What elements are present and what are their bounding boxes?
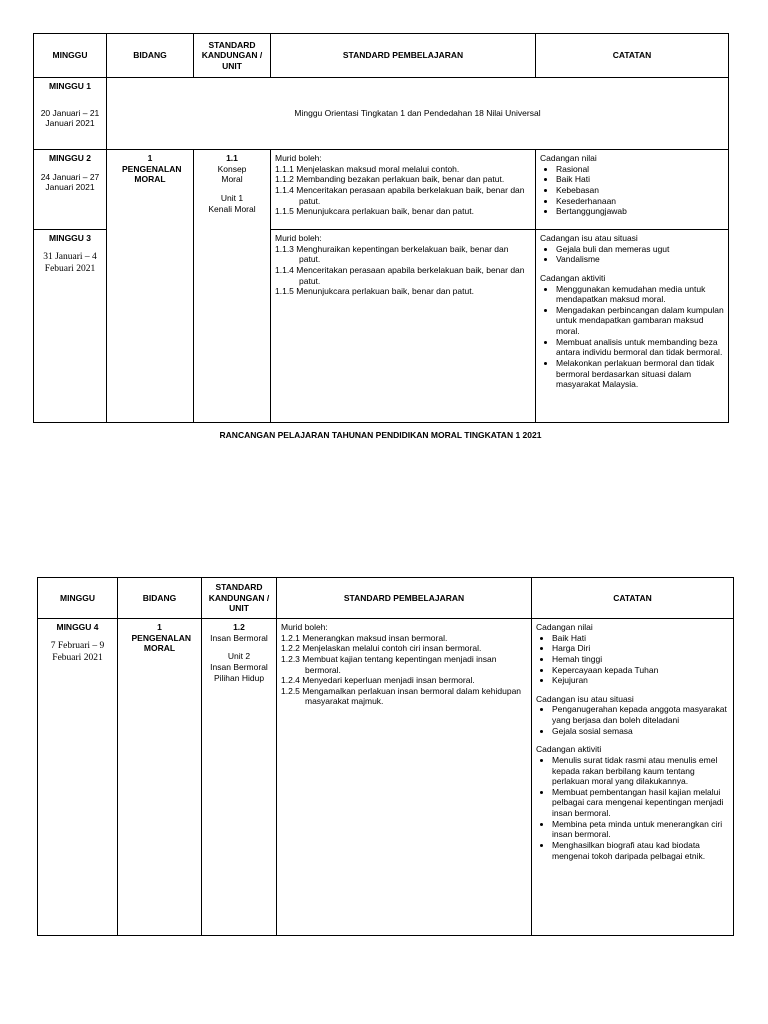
list-item: • Menulis surat tidak rasmi atau menulis emel kepada rakan berbilang kaum tentang perlakuan moral yang dilakukannya.: [552, 755, 729, 787]
list-item: • Harga Diri: [552, 643, 729, 654]
sk-unit: Unit 2: [227, 651, 251, 662]
sk-unit-title: Insan Bermoral Pilihan Hidup: [210, 661, 268, 683]
sk-number: 1.2: [233, 622, 245, 632]
rpt-table-2: [37, 577, 734, 936]
list-item: • Membuat pembentangan hasil kajian melalui pelbagai cara mengenai kepentingan menjadi insan bermoral.: [552, 787, 729, 819]
sp-item: 1.1.5 Menunjukcara perlakuan baik, benar dan patut.: [275, 206, 474, 217]
header-row: [34, 34, 729, 78]
list-item: • Gejala buli dan memeras ugut: [556, 244, 724, 255]
bidang-text: 1 PENGENALAN MORAL: [131, 622, 192, 654]
table-row: [34, 78, 729, 150]
sp-item: 1.2.2 Menjelaskan melalui contoh ciri insan bermoral.: [281, 643, 482, 654]
header-standard-kandungan: STANDARD KANDUNGAN / UNIT: [194, 34, 271, 78]
list-item: • Gejala sosial semasa: [552, 726, 729, 737]
document-caption: RANCANGAN PELAJARAN TAHUNAN PENDIDIKAN MORAL TINGKATAN 1 2021: [219, 430, 542, 440]
sk-unit-title: Kenali Moral: [208, 203, 256, 214]
header-standard-pembelajaran: STANDARD PEMBELAJARAN: [271, 34, 536, 78]
orientation-text: Minggu Orientasi Tingkatan 1 dan Pendedahan 18 Nilai Universal: [294, 108, 541, 119]
sp-intro: Murid boleh:: [275, 153, 322, 163]
standard-pembelajaran-cell: [277, 619, 532, 936]
sp-item: 1.1.2 Membanding bezakan perlakuan baik, benar dan patut.: [275, 174, 505, 185]
minggu-label: MINGGU 4: [56, 622, 99, 632]
nilai-list: [540, 164, 724, 217]
minggu-cell: [34, 150, 107, 230]
isu-list: [540, 244, 724, 265]
table-row: [38, 619, 734, 936]
list-item: • Rasional: [556, 164, 724, 175]
sp-item: 1.2.4 Menyedari keperluan menjadi insan bermoral.: [281, 675, 475, 686]
header-catatan: CATATAN: [532, 578, 734, 619]
list-item: • Penganugerahan kepada anggota masyarakat yang berjasa dan boleh diteladani: [552, 704, 729, 725]
bidang-text: 1 PENGENALAN MORAL: [122, 153, 182, 185]
catatan-aktiviti-title: Cadangan aktiviti: [536, 744, 602, 755]
list-item: • Vandalisme: [556, 254, 724, 265]
list-item: • Kesederhanaan: [556, 196, 724, 207]
catatan-nilai-title: Cadangan nilai: [540, 153, 597, 163]
bidang-cell: [107, 150, 194, 423]
minggu-cell: [34, 230, 107, 423]
list-item: • Melakonkan perlakuan bermoral dan tidak bermoral berdasarkan situasi dalam masyarakat Malaysia.: [556, 358, 724, 390]
header-minggu: MINGGU: [38, 578, 118, 619]
aktiviti-list: [540, 284, 724, 390]
catatan-isu-title: Cadangan isu atau situasi: [536, 693, 634, 704]
standard-pembelajaran-cell: [271, 230, 536, 423]
minggu-cell: [34, 78, 107, 150]
sk-unit: Unit 1: [220, 192, 244, 203]
bidang-cell: [118, 619, 202, 936]
minggu-cell: [38, 619, 118, 936]
header-catatan: CATATAN: [536, 34, 729, 78]
list-item: • Baik Hati: [552, 633, 729, 644]
catatan-cell: [536, 230, 729, 423]
header-row: [38, 578, 734, 619]
header-bidang: BIDANG: [118, 578, 202, 619]
list-item: • Kejujuran: [552, 675, 729, 686]
catatan-cell: [532, 619, 734, 936]
minggu-label: MINGGU 3: [48, 233, 92, 243]
catatan-cell: [536, 150, 729, 230]
nilai-list: [536, 633, 729, 686]
catatan-isu-title: Cadangan isu atau situasi: [540, 233, 638, 243]
sp-intro: Murid boleh:: [275, 233, 322, 243]
list-item: • Menghasilkan biografi atau kad biodata mengenai tokoh daripada pelbagai etnik.: [552, 840, 729, 861]
aktiviti-list: [536, 755, 729, 861]
minggu-label: MINGGU 1: [48, 81, 92, 91]
sp-item: 1.2.3 Membuat kajian tentang kepentingan menjadi insan bermoral.: [281, 653, 497, 675]
standard-kandungan-cell: [202, 619, 277, 936]
sp-item: 1.1.4 Menceritakan perasaan apabila berkelakuan baik, benar dan patut.: [275, 264, 525, 286]
minggu-date: 24 Januari – 27 Januari 2021: [40, 171, 100, 193]
header-standard-kandungan: STANDARD KANDUNGAN / UNIT: [202, 578, 277, 619]
orientation-cell: [107, 78, 729, 150]
list-item: • Kebebasan: [556, 185, 724, 196]
sp-intro: Murid boleh:: [281, 622, 328, 632]
list-item: • Kepercayaan kepada Tuhan: [552, 665, 729, 676]
sp-item: 1.1.3 Menghuraikan kepentingan berkelakuan baik, benar dan patut.: [275, 243, 509, 265]
catatan-aktiviti-title: Cadangan aktiviti: [540, 272, 606, 283]
catatan-nilai-title: Cadangan nilai: [536, 622, 593, 632]
sk-title: Konsep Moral: [217, 163, 247, 185]
sp-item: 1.1.1 Menjelaskan maksud moral melalui contoh.: [275, 163, 460, 174]
sp-item: 1.1.5 Menunjukcara perlakuan baik, benar dan patut.: [275, 286, 474, 297]
rpt-table-1: [33, 33, 729, 423]
standard-kandungan-cell: [194, 150, 271, 423]
minggu-date: 7 Februari – 9 Febuari 2021: [50, 640, 105, 663]
sk-title: Insan Bermoral: [210, 632, 268, 643]
list-item: • Membuat analisis untuk membanding beza antara individu bermoral dan tidak bermoral.: [556, 337, 724, 358]
header-standard-pembelajaran: STANDARD PEMBELAJARAN: [277, 578, 532, 619]
header-bidang: BIDANG: [107, 34, 194, 78]
sp-item: 1.1.4 Menceritakan perasaan apabila berkelakuan baik, benar dan patut.: [275, 184, 525, 206]
sp-item: 1.2.5 Mengamalkan perlakuan insan bermoral dalam kehidupan masyarakat majmuk.: [281, 685, 522, 707]
standard-pembelajaran-cell: [271, 150, 536, 230]
list-item: • Mengadakan perbincangan dalam kumpulan untuk mendapatkan gambaran maksud moral.: [556, 305, 724, 337]
minggu-date: 31 Januari – 4 Febuari 2021: [43, 251, 97, 274]
list-item: • Hemah tinggi: [552, 654, 729, 665]
list-item: • Baik Hati: [556, 174, 724, 185]
minggu-label: MINGGU 2: [48, 153, 92, 163]
sk-number: 1.1: [226, 153, 238, 163]
list-item: • Menggunakan kemudahan media untuk mendapatkan maksud moral.: [556, 284, 724, 305]
header-minggu: MINGGU: [34, 34, 107, 78]
list-item: • Bertanggungjawab: [556, 206, 724, 217]
minggu-date: 20 Januari – 21 Januari 2021: [40, 107, 100, 129]
table-row: [34, 150, 729, 230]
sp-item: 1.2.1 Menerangkan maksud insan bermoral.: [281, 632, 448, 643]
isu-list: [536, 704, 729, 736]
list-item: • Membina peta minda untuk menerangkan ciri insan bermoral.: [552, 819, 729, 840]
